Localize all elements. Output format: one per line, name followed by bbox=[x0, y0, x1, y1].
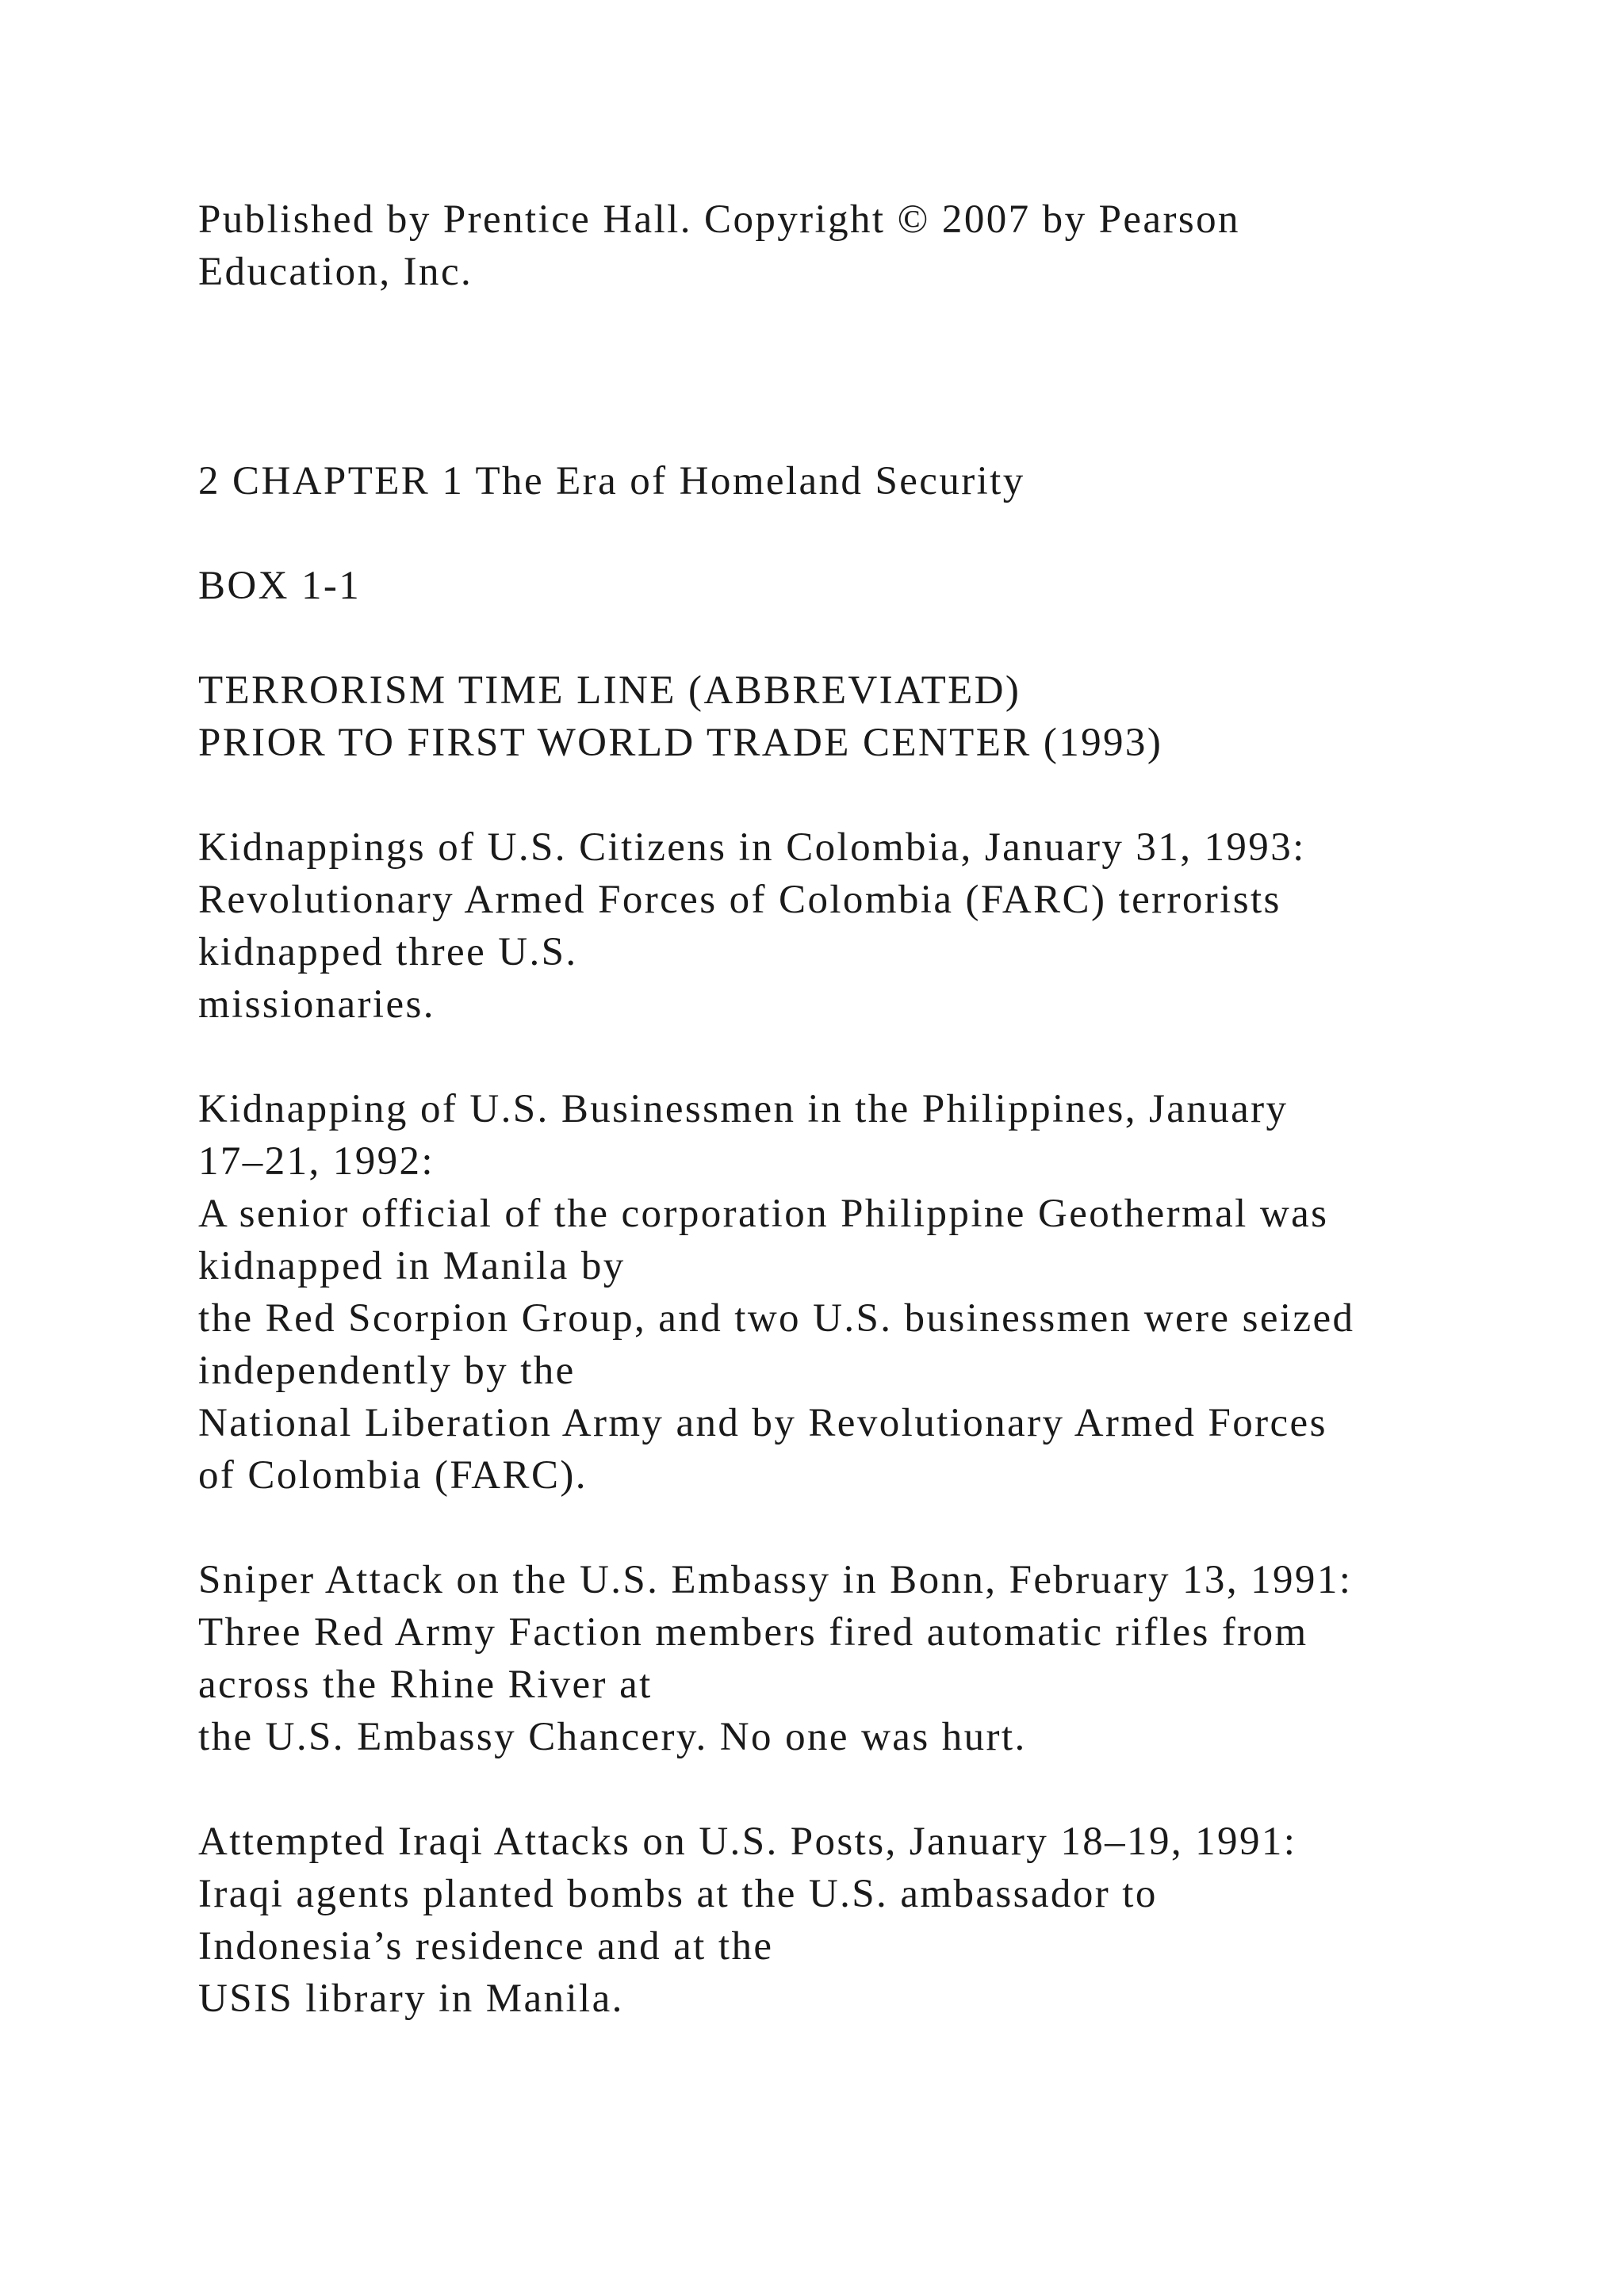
entry-text-line: Indonesia’s residence and at the bbox=[198, 1924, 774, 1969]
entry-text-line: Iraqi agents planted bombs at the U.S. ambassador to bbox=[198, 1872, 1158, 1916]
entry-text-line: Revolutionary Armed Forces of Colombia (FARC) terrorists bbox=[198, 878, 1281, 922]
entry-text-line: kidnapped in Manila by bbox=[198, 1244, 626, 1288]
spacer bbox=[198, 612, 1435, 664]
entry-text-line: the Red Scorpion Group, and two U.S. businessmen were seized bbox=[198, 1296, 1355, 1341]
spacer bbox=[198, 1031, 1435, 1083]
box-title-line-2: PRIOR TO FIRST WORLD TRADE CENTER (1993) bbox=[198, 721, 1163, 765]
entry-heading: 17–21, 1992: bbox=[198, 1139, 435, 1184]
entry-heading: Kidnapping of U.S. Businessmen in the Philippines, January bbox=[198, 1087, 1289, 1131]
spacer bbox=[198, 298, 1435, 455]
entry-heading: Attempted Iraqi Attacks on U.S. Posts, January 18–19, 1991: bbox=[198, 1820, 1297, 1864]
spacer bbox=[198, 1763, 1435, 1816]
spacer bbox=[198, 1502, 1435, 1554]
chapter-header: 2 CHAPTER 1 The Era of Homeland Security bbox=[198, 459, 1025, 503]
entry-text-line: the U.S. Embassy Chancery. No one was hurt. bbox=[198, 1715, 1027, 1759]
entry-text-line: A senior official of the corporation Philippine Geothermal was bbox=[198, 1192, 1329, 1236]
entry-text-line: of Colombia (FARC). bbox=[198, 1453, 588, 1498]
entry-text-line: across the Rhine River at bbox=[198, 1663, 653, 1707]
timeline-entry bbox=[198, 821, 1435, 1031]
entry-text-line: kidnapped three U.S. bbox=[198, 930, 578, 974]
box-label: BOX 1-1 bbox=[198, 564, 362, 608]
timeline-entry bbox=[198, 1083, 1435, 1502]
entry-text-line: Three Red Army Faction members fired automatic rifles from bbox=[198, 1610, 1308, 1655]
entry-text-line: USIS library in Manila. bbox=[198, 1976, 624, 2021]
document-page bbox=[198, 193, 1435, 2025]
spacer bbox=[198, 507, 1435, 560]
entry-text-line: missionaries. bbox=[198, 982, 435, 1027]
entry-text-line: independently by the bbox=[198, 1349, 576, 1393]
spacer bbox=[198, 769, 1435, 821]
timeline-entry bbox=[198, 1816, 1435, 2025]
copyright-line-1: Published by Prentice Hall. Copyright © 2007 by Pearson bbox=[198, 197, 1240, 242]
entry-heading: Kidnappings of U.S. Citizens in Colombia, January 31, 1993: bbox=[198, 825, 1306, 870]
entry-text-line: National Liberation Army and by Revolutionary Armed Forces bbox=[198, 1401, 1327, 1445]
box-title-line-1: TERRORISM TIME LINE (ABBREVIATED) bbox=[198, 668, 1021, 713]
copyright-line-2: Education, Inc. bbox=[198, 250, 473, 294]
entry-heading: Sniper Attack on the U.S. Embassy in Bonn, February 13, 1991: bbox=[198, 1558, 1353, 1602]
timeline-entry bbox=[198, 1554, 1435, 1763]
